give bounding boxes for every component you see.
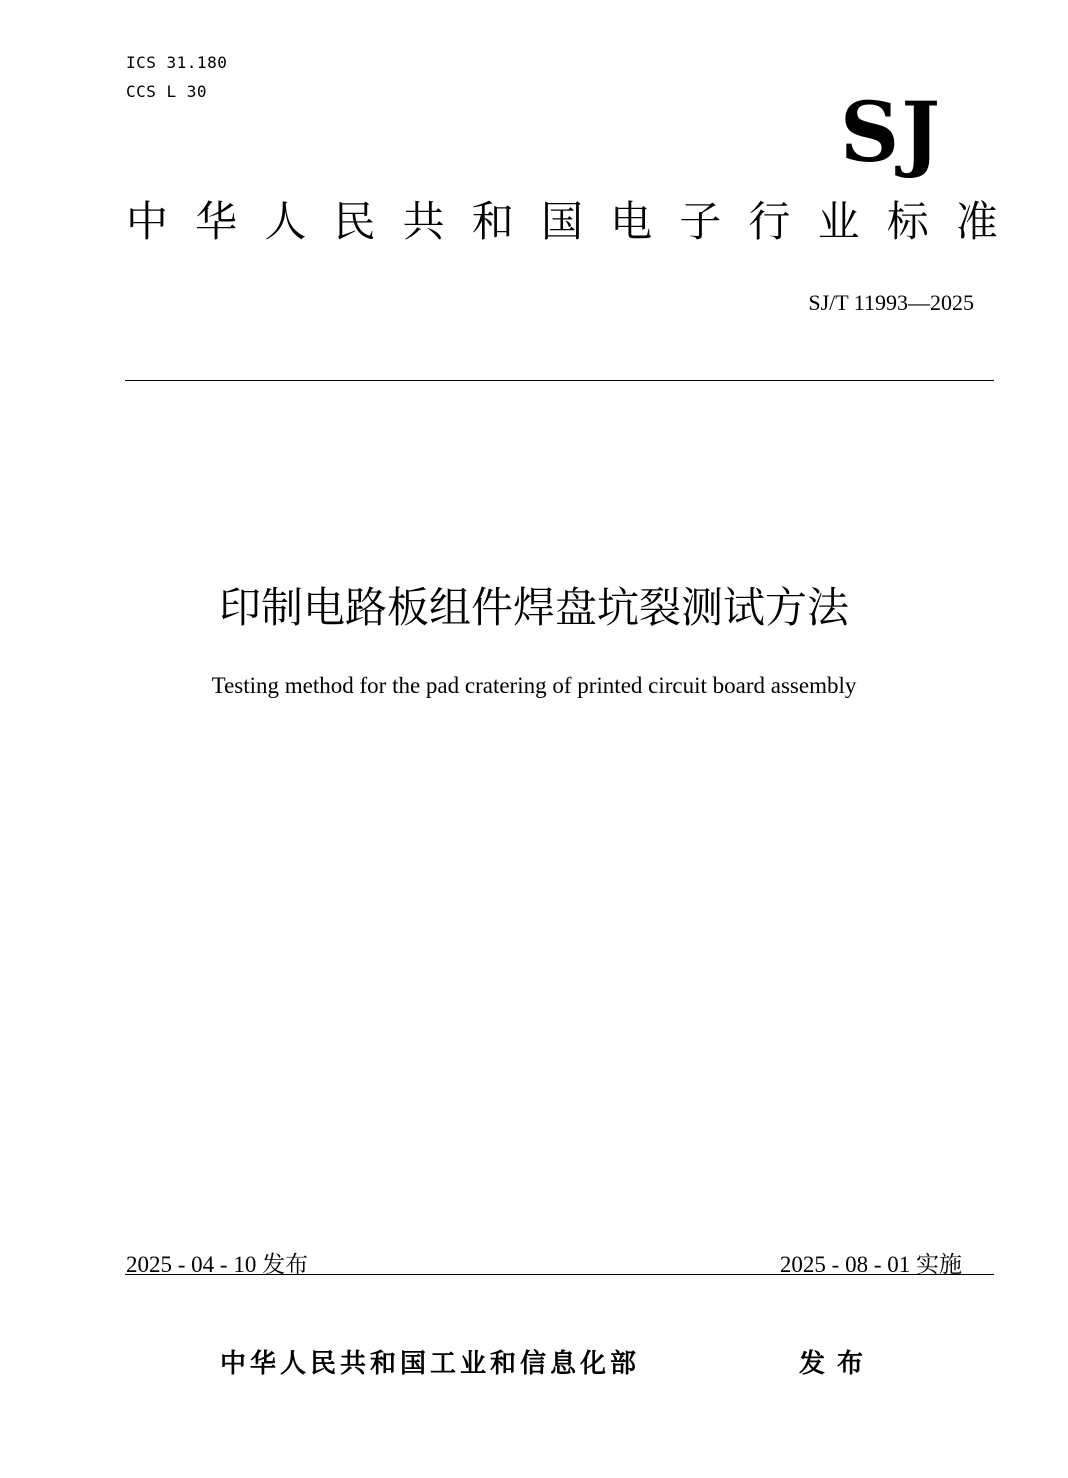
document-title-en: Testing method for the pad cratering of printed circuit board assembly	[211, 673, 857, 698]
org-title-char: 准	[955, 197, 998, 246]
org-title-char: 业	[817, 197, 860, 246]
bottom-divider	[125, 1274, 994, 1275]
org-title-char: 民	[333, 197, 376, 246]
org-title-char: 中	[126, 197, 169, 246]
org-title-char: 共	[402, 197, 445, 246]
issue-date: 2025 - 04 - 10 发布	[126, 1252, 309, 1277]
ics-code: ICS 31.180	[126, 53, 228, 72]
issuing-authority: 中华人民共和国工业和信息化部	[220, 1349, 641, 1379]
org-title-char: 华	[195, 197, 238, 246]
org-title-char: 和	[471, 197, 514, 246]
ccs-code: CCS L 30	[126, 82, 208, 101]
document-title-cn: 印制电路板组件焊盘坑裂测试方法	[218, 583, 849, 632]
industry-standard-title	[126, 196, 998, 248]
org-title-char: 行	[748, 197, 791, 246]
sj-logo: SJ	[839, 85, 942, 181]
standard-number: SJ/T 11993—2025	[808, 290, 974, 315]
top-divider	[125, 380, 994, 381]
issue-label: 发布	[799, 1349, 876, 1379]
org-title-char: 国	[540, 197, 583, 246]
org-title-char: 人	[264, 197, 307, 246]
org-title-char: 标	[886, 197, 929, 246]
implementation-date: 2025 - 08 - 01 实施	[779, 1252, 962, 1277]
org-title-char: 电	[610, 197, 653, 246]
org-title-char: 子	[679, 197, 722, 246]
